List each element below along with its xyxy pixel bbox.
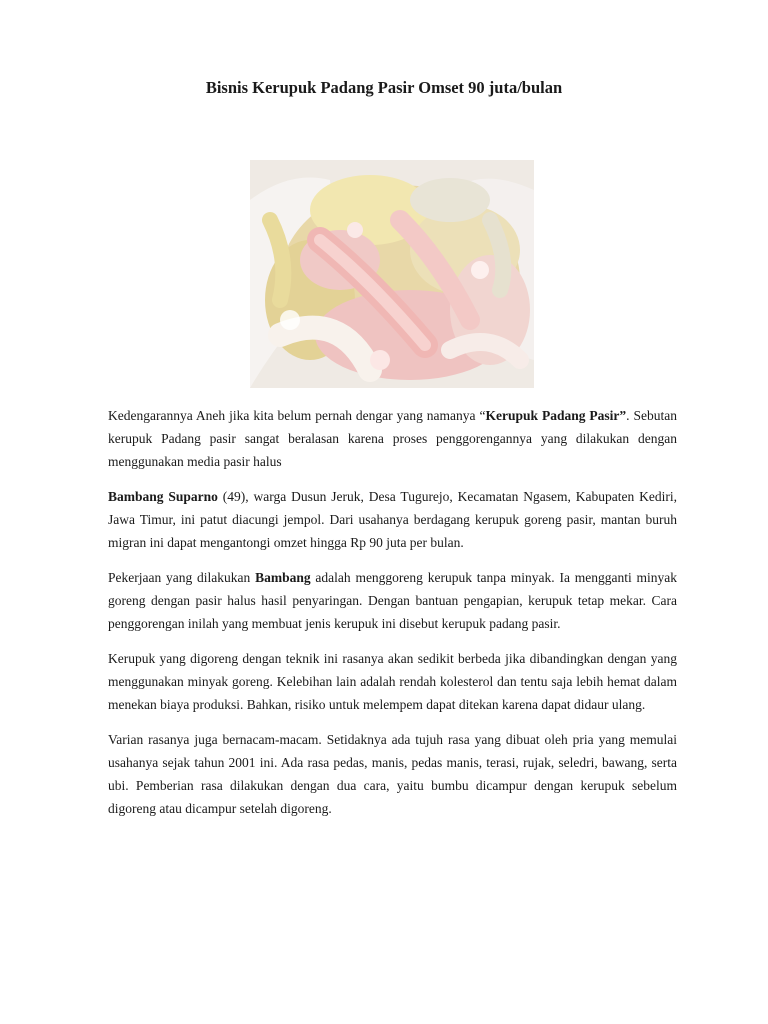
paragraph-text: Varian rasanya juga bernacam-macam. Setidaknya ada tujuh rasa yang dibuat oleh pria yang memulai usahanya sejak tahun 2001 ini. Ada rasa pedas, manis, pedas manis, terasi, rujak, seledri, bawang, serta ubi. Pemberian rasa dilakukan dengan dua cara, yaitu bumbu dicampur dengan kerupuk sebelum digoreng atau dicampur setelah digoreng. bbox=[108, 732, 677, 816]
paragraph bbox=[108, 485, 677, 554]
kerupuk-photo bbox=[250, 160, 534, 388]
paragraph bbox=[108, 647, 677, 716]
paragraph bbox=[108, 566, 677, 635]
paragraph bbox=[108, 404, 677, 473]
bold-name: Bambang bbox=[255, 570, 311, 585]
paragraph-text: Kerupuk yang digoreng dengan teknik ini rasanya akan sedikit berbeda jika dibandingkan dengan yang menggunakan minyak goreng. Kelebihan lain adalah rendah kolesterol dan tentu saja lebih hemat dalam menekan biaya produksi. Bahkan, risiko untuk melempem dapat ditekan karena dapat didaur ulang. bbox=[108, 651, 677, 712]
paragraph-text: (49), warga Dusun Jeruk, Desa Tugurejo, Kecamatan Ngasem, Kabupaten Kediri, Jawa Timur, ini patut diacungi jempol. Dari usahanya berdagang kerupuk goreng pasir, mantan buruh migran ini dapat mengantongi omzet hingga Rp 90 juta per bulan. bbox=[108, 489, 677, 550]
bold-name: Bambang Suparno bbox=[108, 489, 218, 504]
article-title: Bisnis Kerupuk Padang Pasir Omset 90 juta/bulan bbox=[205, 78, 563, 97]
article-body bbox=[108, 404, 677, 832]
paragraph-text: . Sebutan kerupuk Padang pasir sangat beralasan karena proses penggorengannya yang dilakukan dengan menggunakan media pasir halus bbox=[108, 408, 677, 469]
paragraph bbox=[108, 728, 677, 820]
paragraph-text: adalah menggoreng kerupuk tanpa minyak. Ia mengganti minyak goreng dengan pasir halus hasil penyaringan. Dengan bantuan pengapian, kerupuk tetap mekar. Cara penggorengan inilah yang membuat jenis kerupuk ini disebut kerupuk padang pasir. bbox=[108, 570, 678, 631]
paragraph-text: Kedengarannya Aneh jika kita belum pernah dengar yang namanya “ bbox=[108, 408, 486, 423]
paragraph-text: Pekerjaan yang dilakukan bbox=[108, 570, 256, 585]
bold-term: Kerupuk Padang Pasir” bbox=[485, 408, 627, 423]
